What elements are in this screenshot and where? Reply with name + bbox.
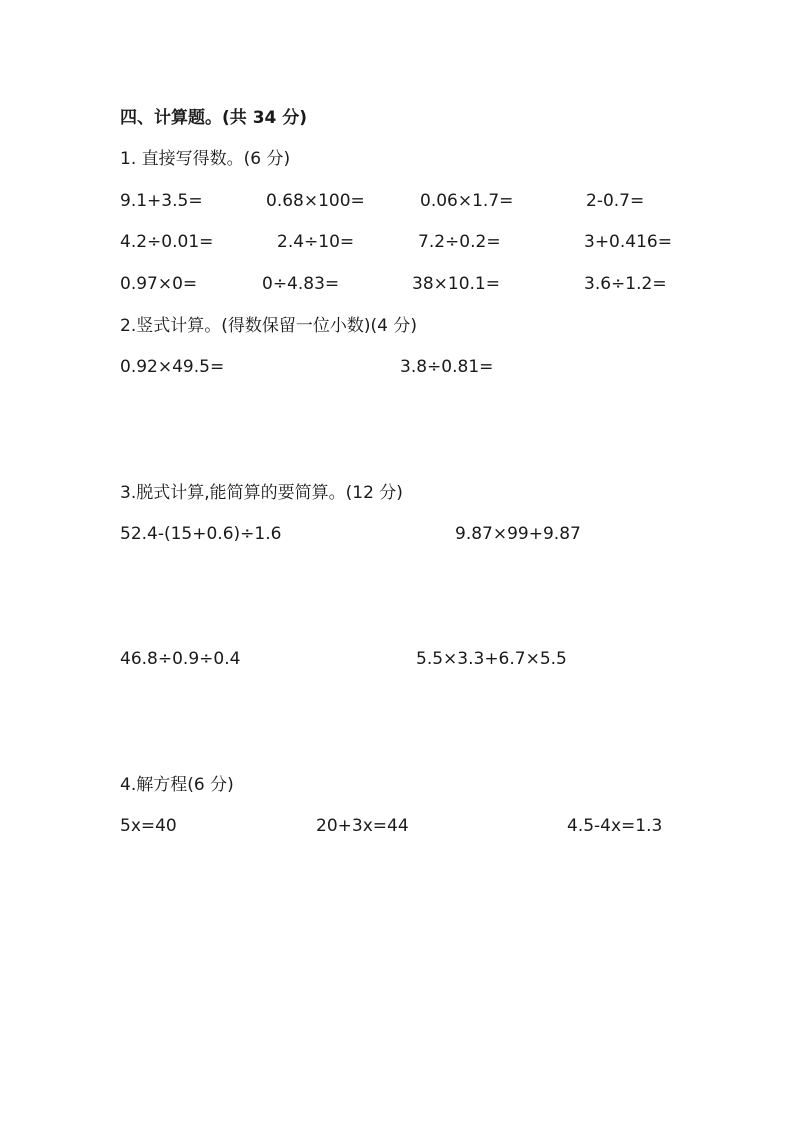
problem: 4.2÷0.01= (120, 232, 214, 252)
part1-row-2 (0, 227, 794, 257)
equation: 20+3x=44 (316, 816, 409, 836)
part4-heading: 4.解方程(6 分) (120, 775, 234, 795)
part1-heading-row (0, 144, 794, 174)
problem: 0.97×0= (120, 274, 198, 294)
problem: 0.06×1.7= (420, 191, 514, 211)
problem: 3.8÷0.81= (400, 357, 494, 377)
part1-row-1 (0, 186, 794, 216)
section-title-row (0, 103, 794, 133)
section-title: 四、计算题。(共 34 分) (120, 108, 308, 128)
equation: 5x=40 (120, 816, 177, 836)
part1-row-3 (0, 269, 794, 299)
part1-heading: 1. 直接写得数。(6 分) (120, 149, 291, 169)
problem: 2-0.7= (586, 191, 645, 211)
problem: 2.4÷10= (277, 232, 355, 252)
part4-heading-row (0, 770, 794, 800)
problem: 52.4-(15+0.6)÷1.6 (120, 524, 282, 544)
equation: 4.5-4x=1.3 (567, 816, 663, 836)
problem: 0.68×100= (266, 191, 365, 211)
problem: 9.87×99+9.87 (455, 524, 581, 544)
part3-heading-row (0, 478, 794, 508)
part3-heading: 3.脱式计算,能简算的要简算。(12 分) (120, 483, 403, 503)
part2-heading: 2.竖式计算。(得数保留一位小数)(4 分) (120, 316, 417, 336)
problem: 3+0.416= (584, 232, 672, 252)
problem: 5.5×3.3+6.7×5.5 (416, 649, 567, 669)
problem: 7.2÷0.2= (418, 232, 501, 252)
problem: 3.6÷1.2= (584, 274, 667, 294)
problem: 46.8÷0.9÷0.4 (120, 649, 241, 669)
problem: 0÷4.83= (262, 274, 340, 294)
problem: 9.1+3.5= (120, 191, 203, 211)
part3-row-1 (0, 519, 794, 549)
part2-heading-row (0, 311, 794, 341)
part4-row (0, 811, 794, 841)
problem: 38×10.1= (412, 274, 500, 294)
part3-row-2 (0, 644, 794, 674)
part2-row (0, 352, 794, 382)
problem: 0.92×49.5= (120, 357, 225, 377)
